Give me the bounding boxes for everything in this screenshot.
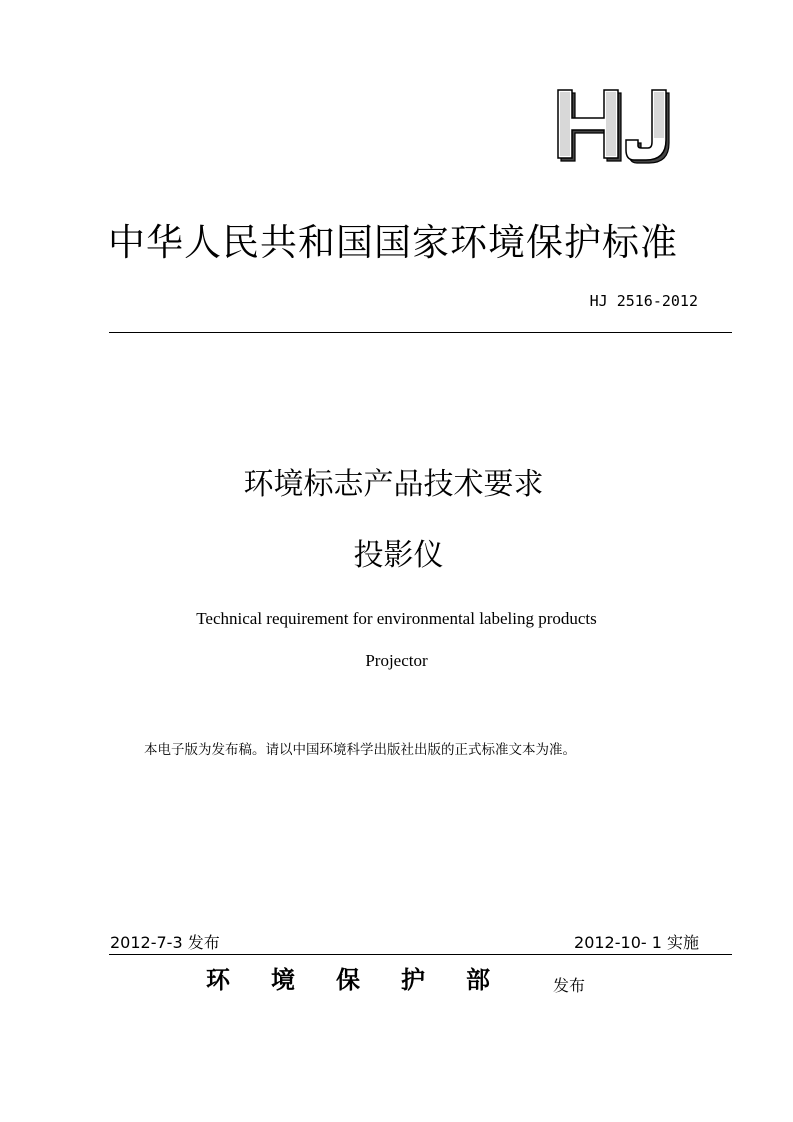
en-sub-title: Projector: [365, 651, 428, 670]
issuing-label: 发布: [553, 976, 586, 995]
issue-date: 2012-7-3 发布: [110, 933, 220, 952]
logo-letter-j: [626, 90, 669, 163]
cn-main-title: 环境标志产品技术要求: [243, 467, 544, 502]
footer-divider: [109, 954, 732, 955]
cn-sub-title: 投影仪: [353, 538, 444, 573]
hj-logo-graphic: [548, 80, 688, 166]
standard-code: HJ 2516-2012: [589, 292, 698, 310]
issuing-authority: 环境保护部: [206, 965, 531, 994]
electronic-version-notice: 本电子版为发布稿。请以中国环境科学出版社出版的正式标准文本为准。: [144, 742, 576, 758]
logo-letter-h: [558, 90, 621, 161]
en-main-title: Technical requirement for environmental labeling products: [196, 609, 597, 628]
national-standard-title: 中华人民共和国国家环境保护标准: [108, 221, 678, 264]
hj-logo: [548, 80, 688, 166]
implementation-date: 2012-10- 1 实施: [574, 933, 699, 952]
header-divider: [109, 332, 732, 333]
